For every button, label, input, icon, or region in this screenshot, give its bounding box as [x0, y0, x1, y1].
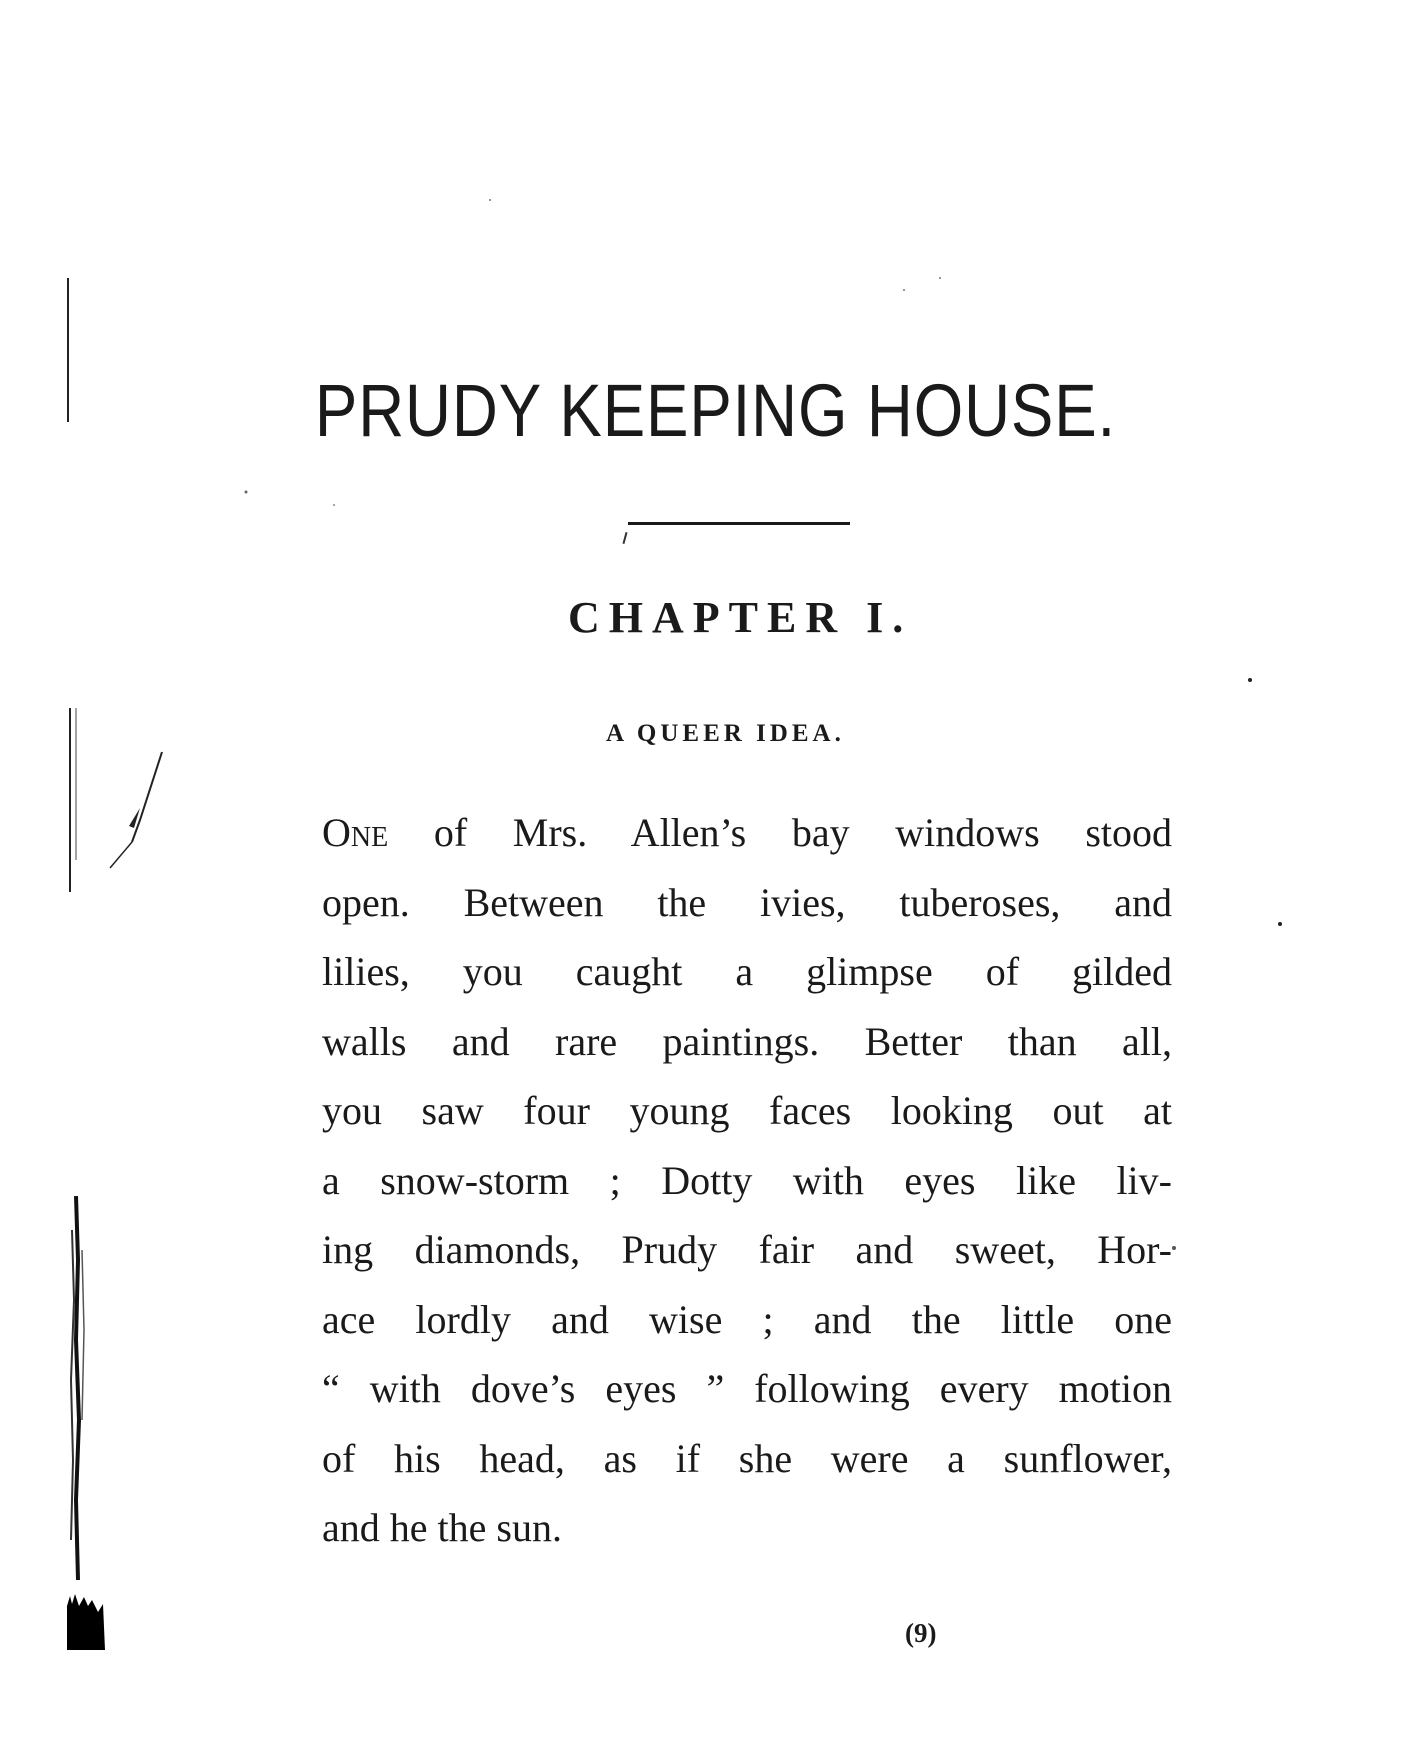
paragraph-line-text: of Mrs. Allen’s bay windows stood [388, 810, 1172, 855]
lead-word: One [322, 810, 389, 855]
divider-tick-mark [622, 532, 627, 544]
chapter-subtitle: A QUEER IDEA. [606, 720, 845, 747]
paragraph-line: open. Between the ivies, tuberoses, and [322, 879, 1172, 925]
paragraph-line: lilies, you caught a glimpse of gilded [322, 949, 1172, 994]
paragraph-line: of his head, as if she were a sunflower, [322, 1435, 1172, 1481]
paragraph-line: walls and rare paintings. Better than all, [322, 1018, 1172, 1064]
paragraph-line [322, 798, 1172, 868]
page-number: (9) [905, 1618, 937, 1648]
paragraph-line: you saw four young faces looking out at [322, 1088, 1172, 1133]
paragraph-line: and he the sun. [322, 1505, 562, 1550]
paragraph-line: “ with dove’s eyes ” following every motion [322, 1366, 1172, 1411]
chapter-opening-paragraph [322, 798, 1172, 1563]
title-divider [628, 522, 850, 525]
paragraph-line: ing diamonds, Prudy fair and sweet, Hor- [322, 1227, 1172, 1272]
book-title: PRUDY KEEPING HOUSE. [314, 369, 1117, 452]
paragraph-line: ace lordly and wise ; and the little one [322, 1296, 1172, 1342]
chapter-heading: CHAPTER I. [568, 593, 913, 642]
paragraph-line: a snow-storm ; Dotty with eyes like liv- [322, 1157, 1172, 1203]
